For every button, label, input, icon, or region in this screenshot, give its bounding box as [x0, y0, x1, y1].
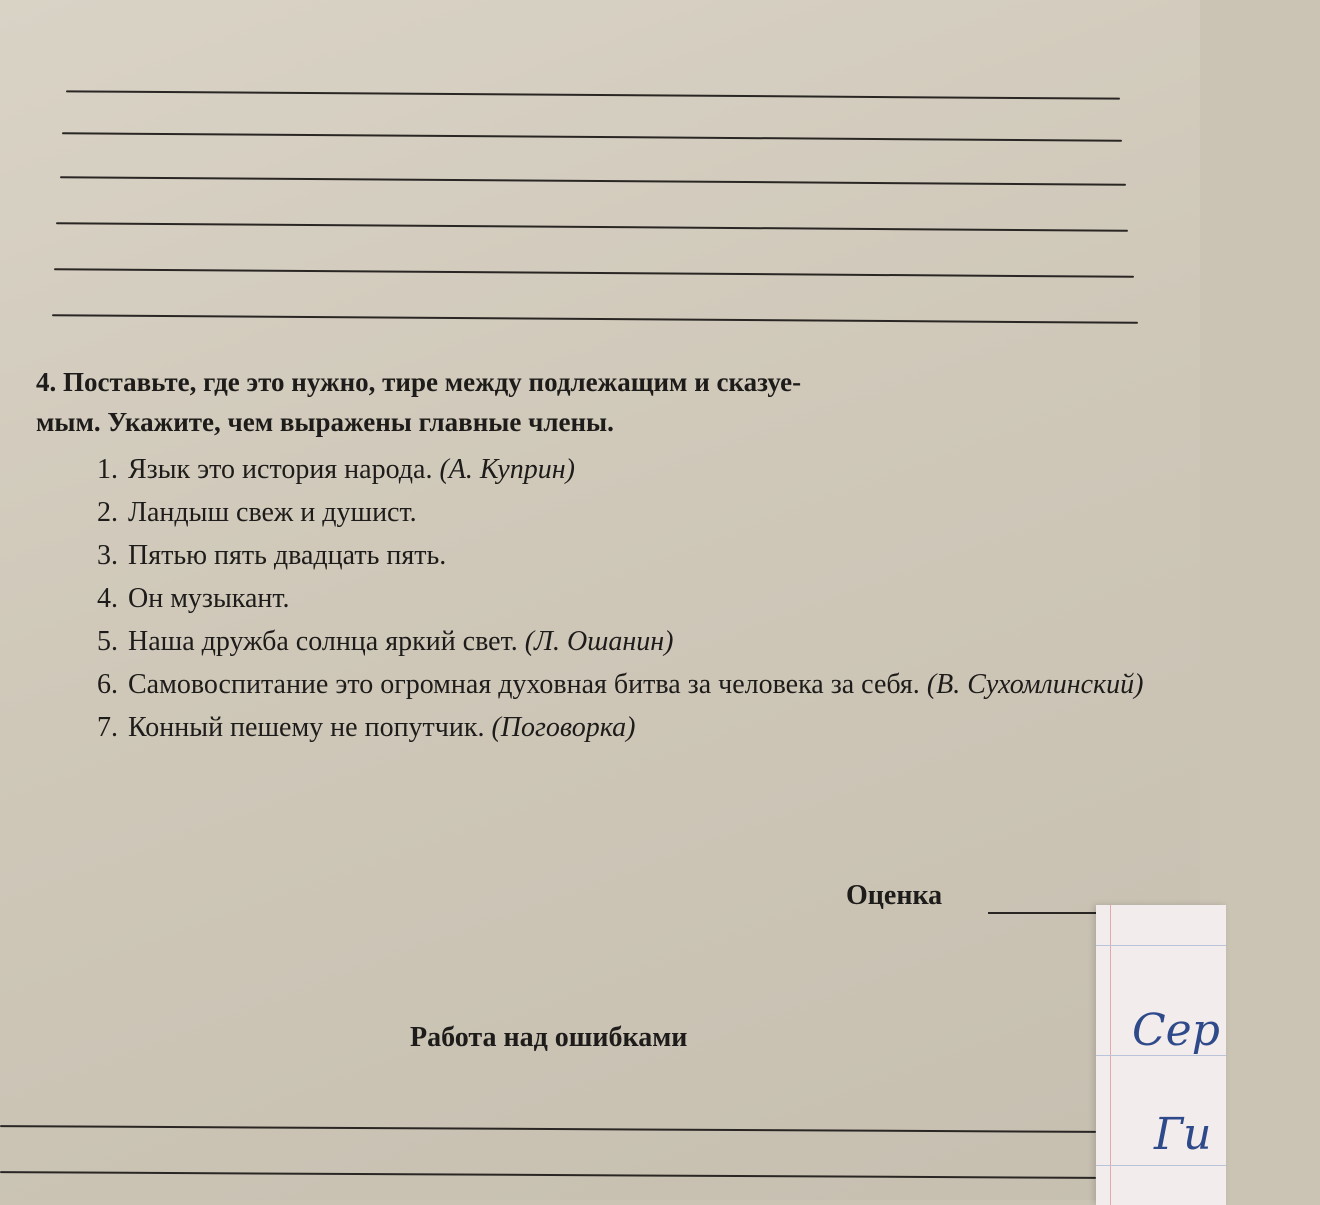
item-source: (А. Куприн) — [439, 454, 575, 485]
item-number: 2. — [97, 497, 118, 528]
item-number: 1. — [97, 454, 118, 485]
writing-line — [52, 314, 1138, 324]
item-sentence: Ландыш свеж и душист. — [128, 497, 417, 528]
grade-label: Оценка — [846, 880, 943, 911]
item-sentence: Самовоспитание это огромная духовная битва за человека за себя. — [128, 669, 927, 700]
list-item — [58, 448, 1188, 491]
writing-line — [54, 268, 1134, 278]
item-sentence: Наша дружба солнца яркий свет. — [128, 626, 525, 657]
writing-line — [60, 176, 1126, 185]
task-text-1: Поставьте, где это нужно, тире между подлежащим и сказуе- — [63, 367, 802, 397]
item-source: (В. Сухомлинский) — [926, 669, 1144, 700]
list-item — [58, 491, 1188, 534]
item-text — [128, 491, 1188, 534]
task-text-2: мым. Укажите, чем выражены главные члены. — [36, 407, 614, 437]
list-item — [58, 706, 1188, 749]
sticky-note — [1096, 905, 1226, 1205]
item-number: 6. — [97, 669, 118, 700]
writing-line — [56, 222, 1128, 231]
item-sentence: Он музыкант. — [128, 583, 290, 614]
handwriting-line-1: Сер — [1132, 1005, 1220, 1056]
note-rule — [1096, 945, 1226, 946]
writing-line — [62, 132, 1122, 141]
list-item — [58, 663, 1188, 706]
task-line-1 — [36, 362, 1176, 402]
item-text — [128, 620, 1188, 663]
task-instructions — [36, 362, 1176, 442]
list-item — [58, 534, 1188, 577]
task-number: 4. — [36, 367, 57, 397]
item-text — [128, 663, 1188, 706]
item-text — [128, 534, 1188, 577]
item-number: 4. — [97, 583, 118, 614]
section-title: Работа над ошибками — [410, 1022, 688, 1053]
handwriting-line-2: Гu — [1154, 1109, 1212, 1160]
item-source: (Поговорка) — [491, 712, 636, 743]
item-text — [128, 577, 1188, 620]
writing-line — [0, 1125, 1096, 1133]
item-text — [128, 448, 1188, 491]
list-item — [58, 577, 1188, 620]
item-number: 5. — [97, 626, 118, 657]
item-sentence: Язык это история народа. — [128, 454, 440, 485]
writing-line — [0, 1171, 1096, 1179]
item-sentence: Конный пешему не попутчик. — [128, 712, 492, 743]
item-number: 7. — [97, 712, 118, 743]
item-source: (Л. Ошанин) — [524, 626, 674, 657]
list-item — [58, 620, 1188, 663]
note-rule — [1096, 1165, 1226, 1166]
sentence-list — [58, 448, 1188, 749]
item-text — [128, 706, 1188, 749]
item-number: 3. — [97, 540, 118, 571]
item-sentence: Пятью пять двадцать пять. — [128, 540, 447, 571]
